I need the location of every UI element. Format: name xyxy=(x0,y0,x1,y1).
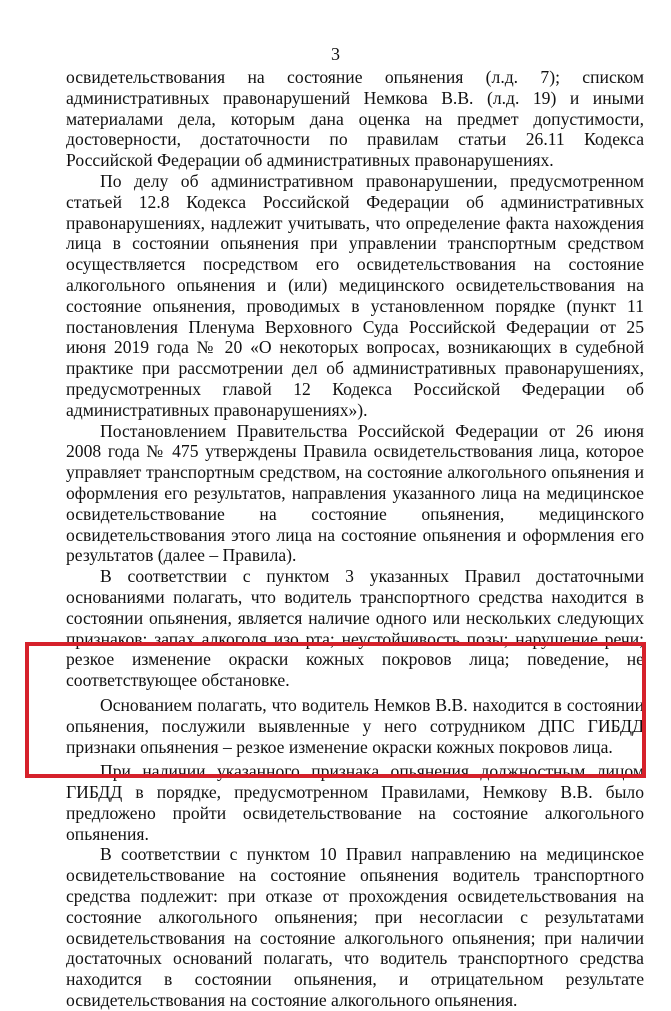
paragraph-1: освидетельствования на состояние опьянения (л.д. 7); списком административных правонарушений Немкова В.В. (л.д. 19) и иными материалами дела, которым дана оценка на предмет допустимости, достоверности, достаточности по правилам статьи 26.11 Кодекса Российской Федерации об административных правонарушениях. xyxy=(66,67,644,171)
paragraph-7: В соответствии с пунктом 10 Правил направлению на медицинское освидетельствование на состояние опьянения водитель транспортного средства подлежит: при отказе от прохождения освидетельствования на состояние алкогольного опьянения; при несогласии с результатами освидетельствования на состояние алкогольного опьянения; при наличии достаточных оснований полагать, что водитель транспортного средства находится в состоянии опьянения, и отрицательном результате освидетельствования на состояние алкогольного опьянения. xyxy=(66,844,644,1011)
paragraph-5-highlighted: Основанием полагать, что водитель Немков В.В. находится в состоянии опьянения, послужили выявленные у него сотрудником ДПС ГИБДД признаки опьянения – резкое изменение окраски кожных покровов лица. xyxy=(66,694,644,757)
paragraph-3: Постановлением Правительства Российской Федерации от 26 июня 2008 года № 475 утверждены Правила освидетельствования лица, которое управляет транспортным средством, на состояние алкогольного опьянения и оформления его результатов, направления указанного лица на медицинское освидетельствование на состояние опьянения, медицинского освидетельствования этого лица на состояние опьянения и оформления его результатов (далее – Правила). xyxy=(66,420,644,566)
paragraph-6-highlighted: При наличии указанного признака опьянения должностным лицом ГИБДД в порядке, предусмотренном Правилами, Немкову В.В. было предложено пройти освидетельствование на состояние алкогольного опьянения. xyxy=(66,761,644,844)
paragraph-4: В соответствии с пунктом 3 указанных Правил достаточными основаниями полагать, что водитель транспортного средства находится в состоянии опьянения, является наличие одного или нескольких следующих признаков: запах алкоголя изо рта; неустойчивость позы; нарушение речи; резкое изменение окраски кожных покровов лица; поведение, не соответствующее обстановке. xyxy=(66,566,644,691)
page-number: 3 xyxy=(331,44,340,64)
document-body xyxy=(66,67,644,1011)
paragraph-2: По делу об административном правонарушении, предусмотренном статьей 12.8 Кодекса Российской Федерации об административных правонарушениях, надлежит учитывать, что определение факта нахождения лица в состоянии опьянения при управлении транспортным средством осуществляется посредством его освидетельствования на состояние алкогольного опьянения и (или) медицинского освидетельствования на состояние опьянения, проводимых в установленном порядке (пункт 11 постановления Пленума Верховного Суда Российской Федерации от 25 июня 2019 года № 20 «О некоторых вопросах, возникающих в судебной практике при рассмотрении дел об административных правонарушениях, предусмотренных главой 12 Кодекса Российской Федерации об административных правонарушениях»). xyxy=(66,170,644,420)
